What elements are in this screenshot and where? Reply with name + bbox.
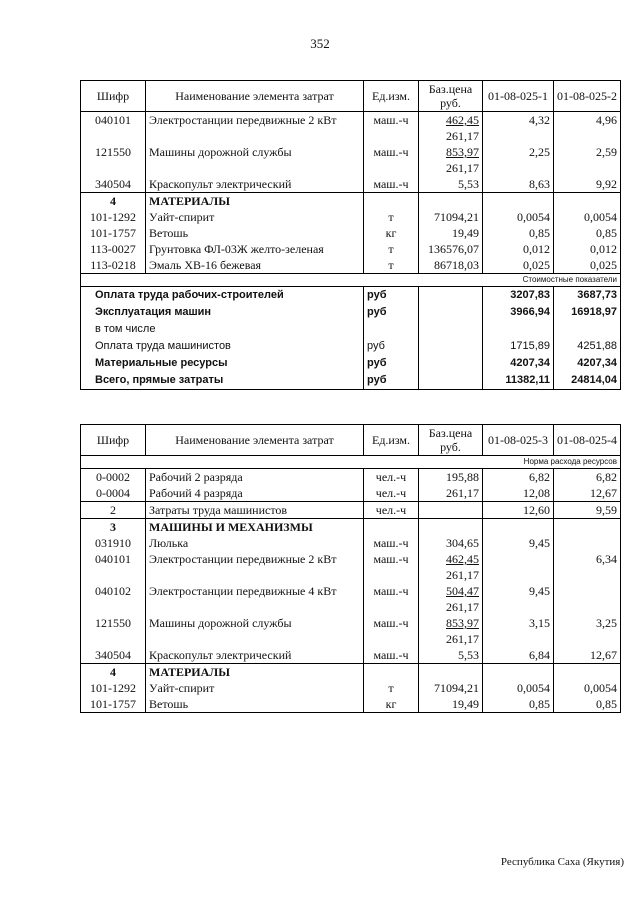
summary-row <box>81 338 621 355</box>
page-number: 352 <box>310 36 330 51</box>
cell-name: Машины дорожной службы <box>146 144 364 176</box>
banner-resource-norm: Норма расхода ресурсов <box>81 456 621 469</box>
cell-value-1: 3,15 <box>483 615 554 647</box>
resource-table-2 <box>80 424 621 713</box>
summary-value-1: 11382,11 <box>483 372 554 390</box>
table-row <box>81 257 621 274</box>
cell-code: 101-1292 <box>81 209 146 225</box>
table-row <box>81 176 621 193</box>
cell-unit: чел.-ч <box>364 485 419 502</box>
resource-table-1 <box>80 80 621 390</box>
cell-value-2: 0,85 <box>554 696 621 713</box>
banner-row <box>81 456 621 469</box>
cell-price: 19,49 <box>419 225 483 241</box>
header-price: Баз.цена руб. <box>419 425 483 456</box>
cell-name: Электростанции передвижные 2 кВт <box>146 112 364 145</box>
cell-price <box>419 583 483 615</box>
cell-name: Ветошь <box>146 225 364 241</box>
cell-name: Люлька <box>146 535 364 551</box>
cell-name: Краскопульт электрический <box>146 176 364 193</box>
cell-unit: т <box>364 680 419 696</box>
cell-name: Грунтовка ФЛ-03Ж желто-зеленая <box>146 241 364 257</box>
cell-value-2: 12,67 <box>554 647 621 664</box>
section-title: МАТЕРИАЛЫ <box>146 193 364 210</box>
summary-label: в том числе <box>81 321 364 338</box>
summary-row <box>81 304 621 321</box>
cell-value-2: 6,82 <box>554 469 621 486</box>
cell-value-2: 9,92 <box>554 176 621 193</box>
cell-unit: маш.-ч <box>364 647 419 664</box>
header-name: Наименование элемента затрат <box>146 425 364 456</box>
table-row <box>81 696 621 713</box>
cell-unit: маш.-ч <box>364 583 419 615</box>
cell-price: 304,65 <box>419 535 483 551</box>
table-row <box>81 241 621 257</box>
cell-unit: кг <box>364 696 419 713</box>
table-row <box>81 502 621 519</box>
price-value-secondary: 261,17 <box>446 129 479 143</box>
cell-unit: т <box>364 257 419 274</box>
section-code: 4 <box>81 193 146 210</box>
cell-price <box>419 615 483 647</box>
footer-region: Республика Саха (Якутия) <box>500 856 624 868</box>
header-unit: Ед.изм. <box>364 425 419 456</box>
section-code: 3 <box>81 519 146 536</box>
price-value-secondary: 261,17 <box>446 600 479 614</box>
summary-unit: руб <box>364 304 419 321</box>
cell-name: Электростанции передвижные 2 кВт <box>146 551 364 583</box>
summary-value-2: 3687,73 <box>554 287 621 305</box>
summary-value-1: 1715,89 <box>510 340 550 352</box>
table-row <box>81 469 621 486</box>
cell-price: 5,53 <box>419 647 483 664</box>
summary-value-2: 4207,34 <box>554 355 621 372</box>
cell-name: Уайт-спирит <box>146 680 364 696</box>
table-row <box>81 680 621 696</box>
section-title: МАШИНЫ И МЕХАНИЗМЫ <box>146 519 364 536</box>
cell-value-2: 0,0054 <box>554 209 621 225</box>
cell-code: 0-0004 <box>81 485 146 502</box>
cell-code: 101-1292 <box>81 680 146 696</box>
cell-unit: т <box>364 209 419 225</box>
price-value-secondary: 261,17 <box>446 568 479 582</box>
summary-label: Оплата труда машинистов <box>81 338 364 355</box>
cell-name: Затраты труда машинистов <box>146 502 364 519</box>
cell-value-2: 3,25 <box>554 615 621 647</box>
cell-code: 101-1757 <box>81 225 146 241</box>
cell-code: 031910 <box>81 535 146 551</box>
cell-value-2 <box>554 583 621 615</box>
header-price: Баз.цена руб. <box>419 81 483 112</box>
table-row <box>81 144 621 176</box>
table-row <box>81 225 621 241</box>
cell-code: 113-0218 <box>81 257 146 274</box>
summary-label: Всего, прямые затраты <box>81 372 364 390</box>
table-row <box>81 551 621 583</box>
cell-name: Электростанции передвижные 4 кВт <box>146 583 364 615</box>
cell-value-1: 4,32 <box>483 112 554 145</box>
cell-code: 040102 <box>81 583 146 615</box>
cell-price <box>419 112 483 145</box>
cell-value-1 <box>483 551 554 583</box>
cell-price <box>419 144 483 176</box>
cell-unit: чел.-ч <box>364 502 419 519</box>
banner-row <box>81 274 621 287</box>
summary-unit: руб <box>364 338 419 355</box>
cell-value-2: 0,025 <box>554 257 621 274</box>
summary-label: Оплата труда рабочих-строителей <box>81 287 364 305</box>
summary-row <box>81 287 621 305</box>
summary-value-2: 4251,88 <box>554 338 621 355</box>
price-value: 504,47 <box>446 584 479 598</box>
cell-price: 71094,21 <box>419 680 483 696</box>
header-name: Наименование элемента затрат <box>146 81 364 112</box>
cell-value-2: 6,34 <box>554 551 621 583</box>
cell-price: 86718,03 <box>419 257 483 274</box>
cell-value-1: 6,84 <box>483 647 554 664</box>
cell-price: 19,49 <box>419 696 483 713</box>
price-value: 853,97 <box>446 616 479 630</box>
cell-value-2: 4,96 <box>554 112 621 145</box>
summary-label: Материальные ресурсы <box>81 355 364 372</box>
cell-name: Уайт-спирит <box>146 209 364 225</box>
cell-price: 261,17 <box>419 485 483 502</box>
table-row <box>81 209 621 225</box>
header-col2: 01-08-025-2 <box>554 81 621 112</box>
cell-value-2: 0,012 <box>554 241 621 257</box>
cell-code: 101-1757 <box>81 696 146 713</box>
header-col2: 01-08-025-4 <box>554 425 621 456</box>
cell-unit: маш.-ч <box>364 144 419 176</box>
header-code: Шифр <box>81 81 146 112</box>
cell-code: 121550 <box>81 144 146 176</box>
cell-value-1: 0,0054 <box>483 680 554 696</box>
section-code: 4 <box>81 664 146 681</box>
cell-value-1: 0,85 <box>483 225 554 241</box>
cell-code: 040101 <box>81 112 146 145</box>
summary-unit: руб <box>364 372 419 390</box>
cell-value-2: 0,85 <box>554 225 621 241</box>
cell-unit: кг <box>364 225 419 241</box>
cell-value-2: 12,67 <box>554 485 621 502</box>
cell-unit: маш.-ч <box>364 615 419 647</box>
price-value: 462,45 <box>446 113 479 127</box>
cell-value-1: 9,45 <box>483 535 554 551</box>
header-code: Шифр <box>81 425 146 456</box>
summary-value-1: 4207,34 <box>510 357 550 369</box>
banner-cost-indicators: Стоимостные показатели <box>81 274 621 287</box>
summary-value-1: 3966,94 <box>510 306 550 318</box>
cell-value-1: 0,0054 <box>483 209 554 225</box>
cell-value-1: 0,012 <box>483 241 554 257</box>
header-col1: 01-08-025-3 <box>483 425 554 456</box>
table-row <box>81 535 621 551</box>
summary-label: Эксплуатация машин <box>81 304 364 321</box>
table-row <box>81 112 621 145</box>
table-row <box>81 583 621 615</box>
summary-row <box>81 355 621 372</box>
summary-unit: руб <box>364 287 419 305</box>
cell-name: Рабочий 4 разряда <box>146 485 364 502</box>
cell-code: 121550 <box>81 615 146 647</box>
cell-value-2: 2,59 <box>554 144 621 176</box>
section-row <box>81 193 621 210</box>
section-title: МАТЕРИАЛЫ <box>146 664 364 681</box>
cell-unit: чел.-ч <box>364 469 419 486</box>
cell-unit: т <box>364 241 419 257</box>
cell-name: Краскопульт электрический <box>146 647 364 664</box>
cell-value-1: 0,85 <box>483 696 554 713</box>
cell-code: 2 <box>81 502 146 519</box>
cell-price <box>419 551 483 583</box>
cell-code: 340504 <box>81 647 146 664</box>
cell-code: 113-0027 <box>81 241 146 257</box>
cell-code: 340504 <box>81 176 146 193</box>
cell-value-2 <box>554 535 621 551</box>
cell-value-1: 0,025 <box>483 257 554 274</box>
cell-value-2: 0,0054 <box>554 680 621 696</box>
cell-code: 0-0002 <box>81 469 146 486</box>
cell-value-1: 8,63 <box>483 176 554 193</box>
cell-name: Рабочий 2 разряда <box>146 469 364 486</box>
table-row <box>81 647 621 664</box>
cell-price: 136576,07 <box>419 241 483 257</box>
cell-price: 71094,21 <box>419 209 483 225</box>
price-value-secondary: 261,17 <box>446 632 479 646</box>
cell-value-1: 12,60 <box>483 502 554 519</box>
cell-unit: маш.-ч <box>364 535 419 551</box>
cell-unit: маш.-ч <box>364 551 419 583</box>
table-header-row <box>81 425 621 456</box>
price-value-secondary: 261,17 <box>446 161 479 175</box>
cell-price: 195,88 <box>419 469 483 486</box>
cell-name: Ветошь <box>146 696 364 713</box>
cell-value-1: 2,25 <box>483 144 554 176</box>
summary-value-2: 16918,97 <box>554 304 621 321</box>
section-row <box>81 519 621 536</box>
cell-price: 5,53 <box>419 176 483 193</box>
header-col1: 01-08-025-1 <box>483 81 554 112</box>
price-value: 462,45 <box>446 552 479 566</box>
summary-value-2: 24814,04 <box>554 372 621 390</box>
cell-unit: маш.-ч <box>364 176 419 193</box>
summary-unit: руб <box>364 355 419 372</box>
cell-value-2: 9,59 <box>554 502 621 519</box>
summary-value-1: 3207,83 <box>510 289 550 301</box>
summary-row <box>81 372 621 390</box>
table-row <box>81 615 621 647</box>
cell-name: Эмаль ХВ-16 бежевая <box>146 257 364 274</box>
summary-row <box>81 321 621 338</box>
cell-value-1: 9,45 <box>483 583 554 615</box>
cell-value-1: 6,82 <box>483 469 554 486</box>
table-row <box>81 485 621 502</box>
cell-unit: маш.-ч <box>364 112 419 145</box>
cell-name: Машины дорожной службы <box>146 615 364 647</box>
price-value: 853,97 <box>446 145 479 159</box>
table-header-row <box>81 81 621 112</box>
header-unit: Ед.изм. <box>364 81 419 112</box>
cell-code: 040101 <box>81 551 146 583</box>
section-row <box>81 664 621 681</box>
cell-value-1: 12,08 <box>483 485 554 502</box>
